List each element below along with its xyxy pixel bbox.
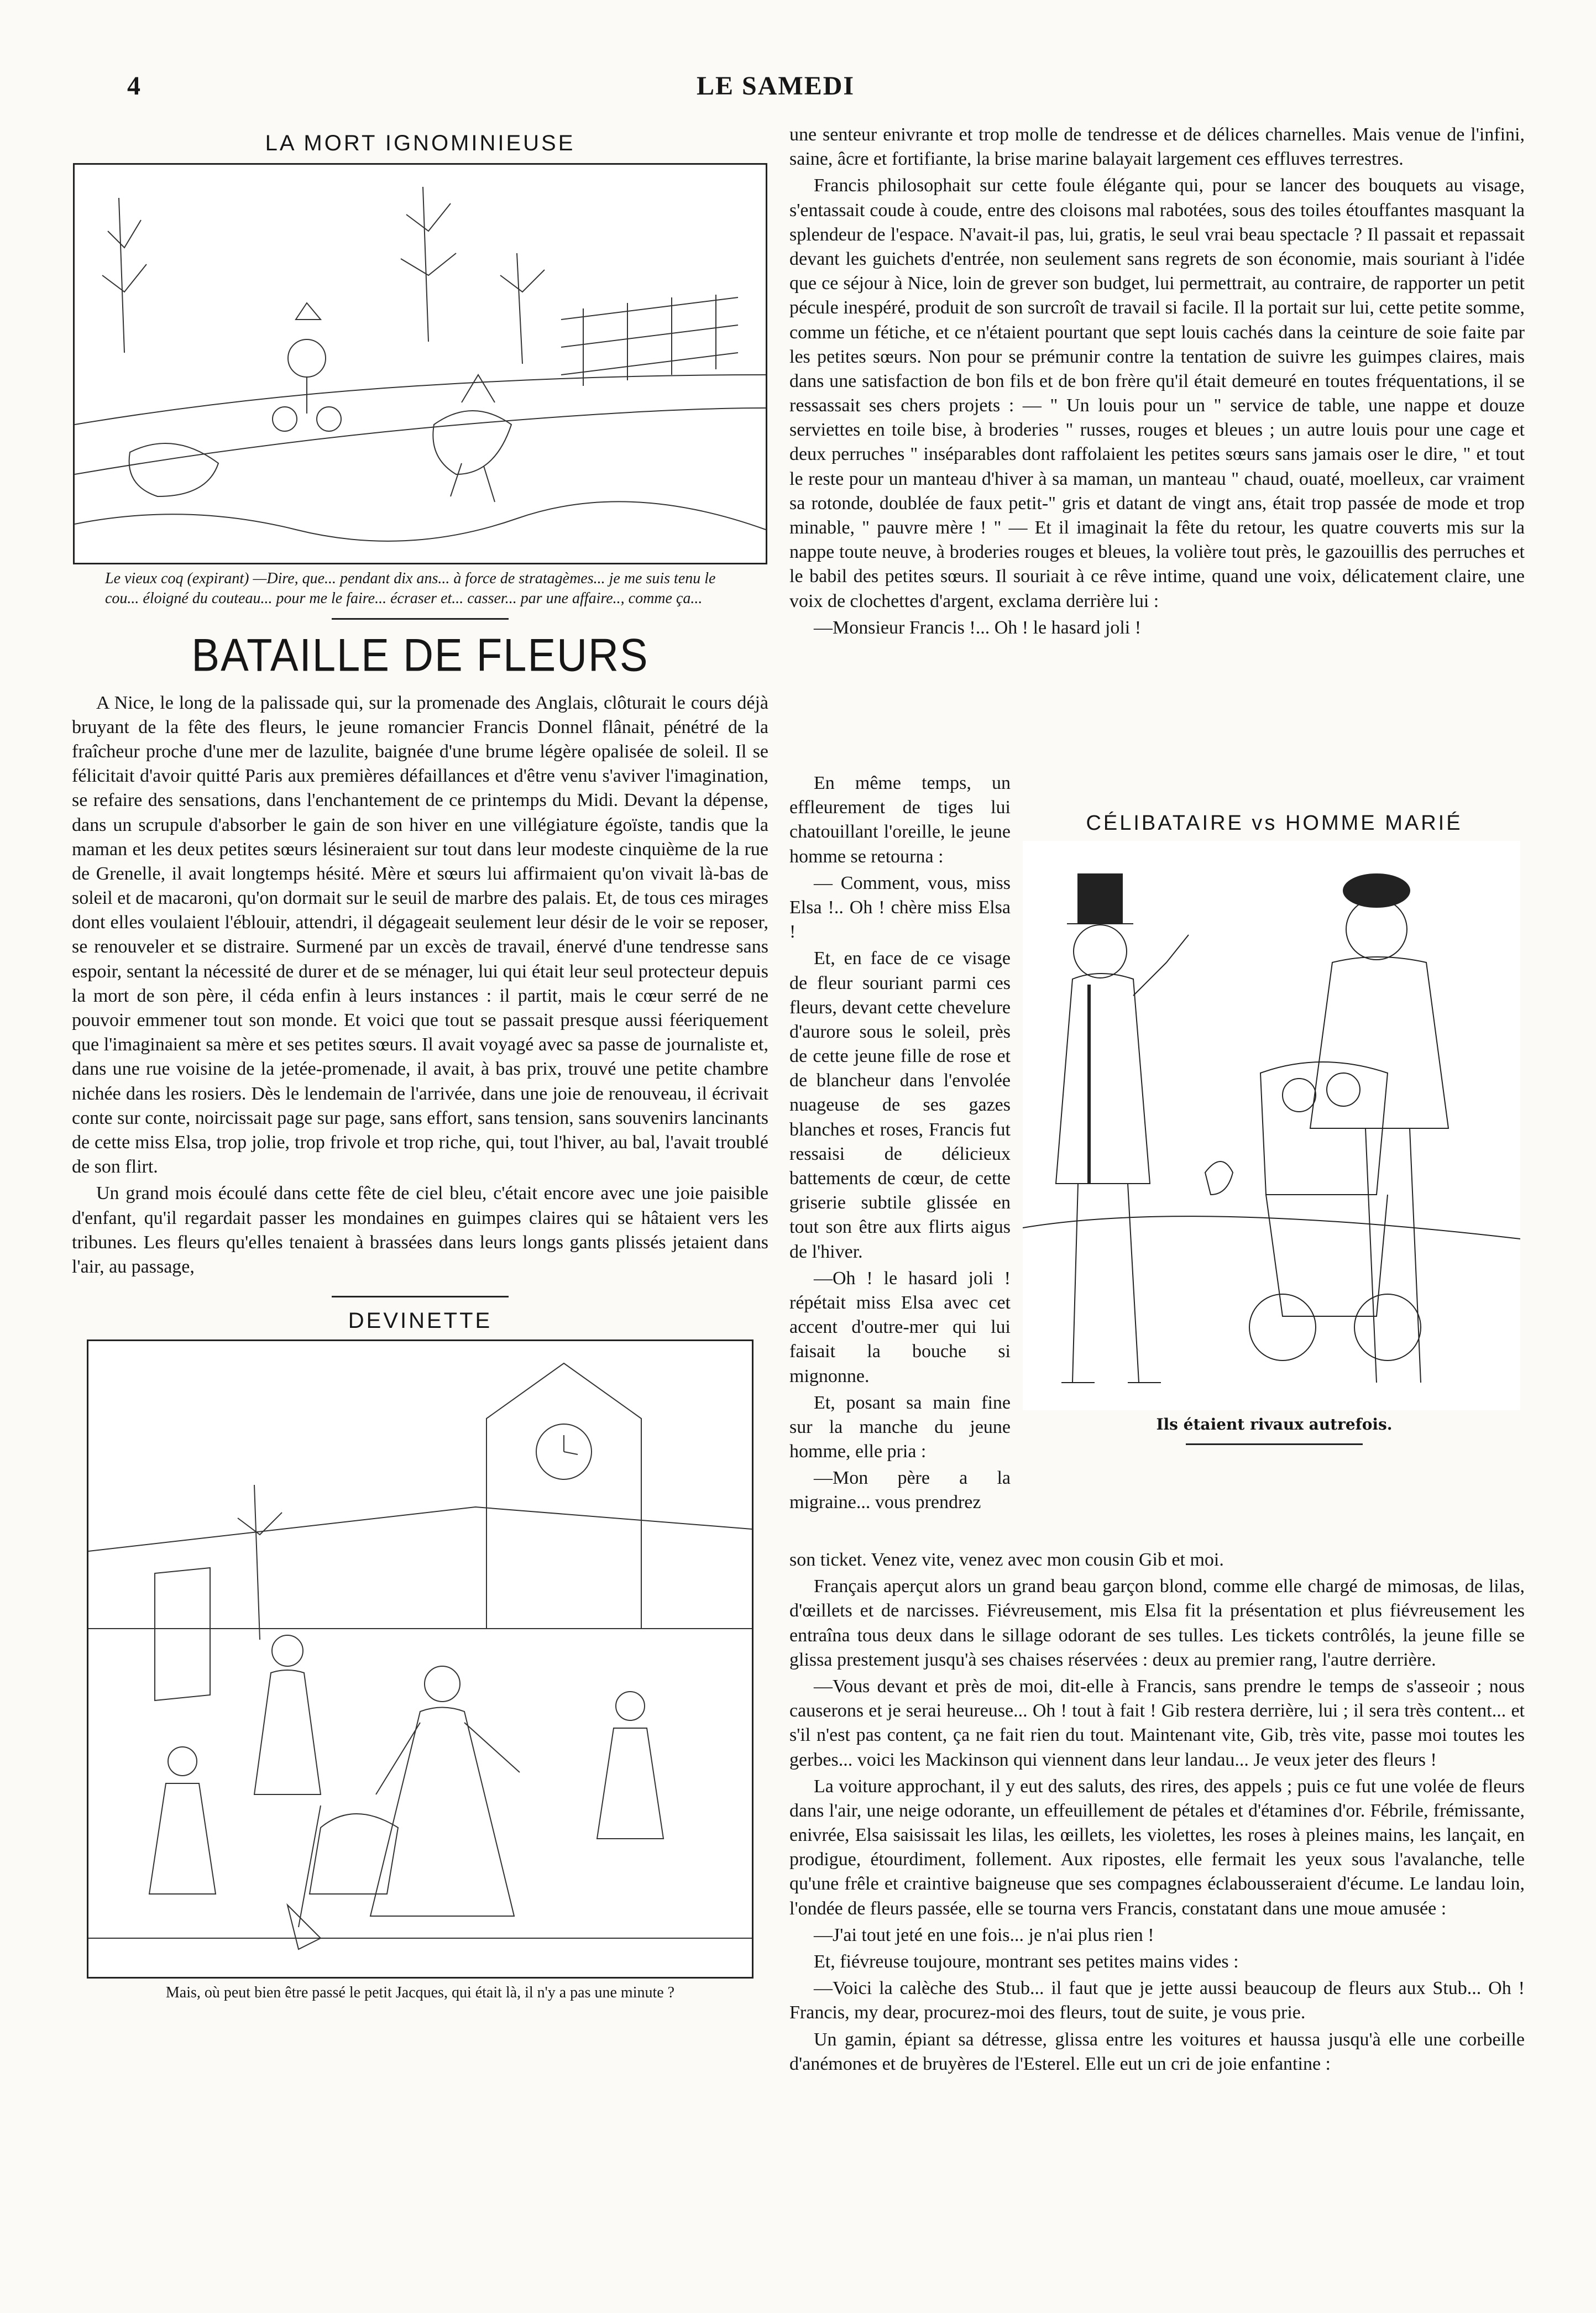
story-paragraph: —J'ai tout jeté en une fois... je n'ai plus rien ! (814, 1924, 1154, 1945)
story-paragraph: Un grand mois écoulé dans cette fête de ciel bleu, c'était encore avec une joie paisible d'enfant, qu'il regardait passer les mondaines en guimpes claires qui se hâtaient vers les tribunes. Les fleurs qu'elles tenaient à brassées dans leurs longs gants plissés jetaient dans l'air, au passage, (72, 1183, 768, 1277)
story-paragraph: —Vous devant et près de moi, dit-elle à Francis, sans prendre le temps de s'asseoir ; nous causerons et je serai heureuse... Oh ! tout à fait ! Gib restera derrière, lui ; il sera très content... et s'il n'est pas content, ça ne fait rien du tout. Maintenant vite, Gib, très vite, passe moi toutes les gerbes... voici les Mackinson qui viennent dans leur landau... Je veux jeter des fleurs ! (789, 1676, 1525, 1770)
cartoon3-illustration (1023, 841, 1520, 1410)
cartoon1-caption: Le vieux coq (expirant) —Dire, que... pendant dix ans... à force de stratagèmes... je me suis tenu le cou... éloigné du couteau... pour me le faire... écraser et... casser... par une affaire.., comme ça... (105, 570, 716, 608)
right-column-narrow (789, 771, 1011, 1517)
page-number: 4 (127, 71, 140, 101)
story-paragraph: Et, en face de ce visage de fleur souriant parmi ces fleurs, devant cette chevelure d'aurore sous le soleil, près de cette jeune fille de rose et de blancheur dans l'envolée nuageuse de ses gazes blanches et roses, Francis fut ressaisi de délicieux battements de cœur, de cette griserie subtile glissée en tout son être aux flirts aigus de l'hiver. (789, 948, 1011, 1262)
story-paragraph: Français aperçut alors un grand beau garçon blond, comme elle chargé de mimosas, de lilas, d'œillets et de narcisses. Fiévreusement, mis Elsa fit la présentation et plus fiévreusement les entraîna tous deux dans le sillage odorant de ses tulles. Les tickets contrôlés, la jeune fille se glissa prestement jusqu'à ses chaises réservées : deux au premier rang, l'autre derrière. (789, 1576, 1525, 1670)
story-paragraph: Un gamin, épiant sa détresse, glissa entre les voitures et haussa jusqu'à elle une corbeille d'anémones et de bruyères de l'Esterel. Elle eut un cri de joie enfantine : (789, 2029, 1525, 2074)
cartoon2-title: DEVINETTE (348, 1309, 493, 1333)
schoolyard-drawing (88, 1341, 752, 1977)
story-paragraph: —Mon père a la migraine... vous prendrez (789, 1468, 1011, 1513)
story-paragraph: Et, posant sa main fine sur la manche du jeune homme, elle pria : (789, 1392, 1011, 1462)
right-column-bottom (789, 1548, 1525, 2079)
story-paragraph: —Oh ! le hasard joli ! répétait miss Elsa avec cet accent d'outre-mer qui lui faisait la bouche si mignonne. (789, 1268, 1011, 1386)
divider (1186, 1443, 1363, 1445)
divider (332, 1296, 509, 1297)
story-paragraph: une senteur enivrante et trop molle de tendresse et de délices charnelles. Mais venue de l'infini, saine, âcre et fortifiante, la brise marine balayait largement ces effluves terrestres. (789, 124, 1525, 170)
journal-title: LE SAMEDI (697, 71, 855, 101)
story-title: BATAILLE DE FLEURS (191, 629, 649, 681)
cartoon3 (1023, 807, 1526, 1454)
story-paragraph: son ticket. Venez vite, venez avec mon cousin Gib et moi. (789, 1550, 1224, 1570)
bachelor-married-man-drawing (1023, 841, 1520, 1410)
cartoon3-title: CÉLIBATAIRE vs HOMME MARIÉ (1086, 812, 1463, 835)
story-paragraph: —Monsieur Francis !... Oh ! le hasard joli ! (814, 617, 1142, 638)
story-paragraph: A Nice, le long de la palissade qui, sur la promenade des Anglais, clôturait le cours déjà bruyant de la fête des fleurs, le jeune romancier Francis Donnel flânait, pénétré de la fraîcheur proche d'une mer de lazulite, baignée d'une brume légère opalisée de soleil. Il se félicitait d'avoir quitté Paris aux premières défaillances et d'être venu s'aviver l'imagination, se refaire des sensations, dans l'enchantement de ce printemps du Midi. Devant la dépense, dans un scrupule d'absorber le gain de son hiver en une villégiature égoïste, tandis que la maman et les deux petites sœurs lésineraient sur tout dans leur modeste cinquième de la rue de Grenelle, il avait longtemps hésité. Mère et sœurs lui affirmaient qu'on vivait là-bas de soleil et de macaroni, qu'on dormait sur le seuil de marbre des palais. Et, de tous ces mirages dont elles voulaient l'éblouir, attendri, il dégageait seulement leur désir de le voir se reposer, se renouveler et se distraire. Surmené par un excès de travail, énervé d'une tendresse sans espoir, sentant la nécessité de durer et de se ménager, lui qui était leur seul protecteur depuis la mort de son père, il céda enfin à leurs instances : il partit, mais le cœur serré de ne pouvoir emmener tout son monde. Et voici que tout se passait presque aussi féeriquement que l'imaginaient sa mère et ses petites sœurs. Il avait voyagé avec sa passe de journaliste et, dans une rue voisine de la jetée-promenade, il avait, à bas prix, trouvé une petite chambre nichée dans les rosiers. Dès le lendemain de l'arrivée, dans une joie de renouveau, il écrivait conte sur conte, noircissait page sur page, sans effort, sans tension, sans souvenirs lancinants de cette miss Elsa, trop jolie, trop frivole et trop riche, qui, tout l'hiver, au bal, l'avait troublé de son flirt. (72, 692, 768, 1178)
story-paragraph: — Comment, vous, miss Elsa !.. Oh ! chère miss Elsa ! (789, 872, 1011, 943)
story-paragraph: La voiture approchant, il y eut des saluts, des rires, des appels ; puis ce fut une volée de fleurs dans l'air, une neige odorante, un effeuillement de pétales et d'étamines d'or. Fébrile, frémissante, enivrée, Elsa saisissait les lilas, les œillets, les violettes, les roses à pleines mains, les lançait, en prodigue, étourdiment, follement. Aux ripostes, elle fermait les yeux sous l'avalanche, telle qu'une frêle et craintive baigneuse que ses compagnes éclabousseraient d'écume. Le landau loin, l'ondée de fleurs passée, elle se tourna vers Francis, constatant dans une moue amusée : (789, 1776, 1525, 1919)
rooster-cart-drawing (75, 165, 766, 563)
cartoon3-caption: Ils étaient rivaux autrefois. (1156, 1415, 1393, 1433)
story-paragraph: —Voici la calèche des Stub... il faut que je jette aussi beaucoup de fleurs aux Stub... Oh ! Francis, my dear, procurez-moi des fleurs, tout de suite, je vous prie. (789, 1978, 1525, 2023)
left-column (72, 124, 768, 2003)
right-column-top (789, 123, 1525, 642)
cartoon2-caption: Mais, où peut bien être passé le petit Jacques, qui était là, il n'y a pas une minute ? (165, 1984, 675, 2002)
story-paragraph: Et, fiévreuse toujoure, montrant ses petites mains vides : (814, 1951, 1239, 1972)
cartoon1-title: LA MORT IGNOMINIEUSE (265, 131, 575, 155)
story-paragraph: En même temps, un effleurement de tiges lui chatouillant l'oreille, le jeune homme se retourna : (789, 773, 1011, 867)
page-header (127, 71, 1520, 104)
cartoon2-illustration (87, 1339, 753, 1979)
story-paragraph: Francis philosophait sur cette foule élégante qui, pour se lancer des bouquets au visage, s'entassait coude à coude, entre des cloisons mal rabotées, sous des toiles étouffantes masquant la splendeur de l'espace. N'avait-il pas, lui, gratis, le seul vrai beau spectacle ? Il passait et repassait devant les guichets d'entrée, non seulement sans regrets de son économie, mais souriant à l'idée que ce séjour à Nice, loin de grever son budget, lui permettrait, au contraire, de rapporter un petit pécule inespéré, produit de son surcroît de travail si facile. Il la portait sur lui, cette petite somme, comme un fétiche, et ce n'étaient pourtant que sept louis cachés dans la ceinture de soie faite par les petites sœurs. Non pour se prémunir contre la tentation de suivre les guimpes claires, mais dans une satisfaction de bon fils et de bon frère qu'il était demeuré en toutes fréquentations, il se ressassait ses chers projets : — " Un louis pour un " service de table, une nappe et douze serviettes en toile bise, à broderies " russes, rouges et bleues ; un autre louis pour une cage et deux perruches " inséparables dont raffolaient les petites sœurs sans jamais oser le dire, " et tout le reste pour un manteau d'hiver à sa maman, un manteau " chaud, ouaté, moelleux, car vraiment sa rotonde, doublée de faux petit-" gris et datant de vingt ans, était trop passée de mode et trop minable, " pauvre mère ! " — Et il imaginait la fête du retour, les quatre couverts mis sur la nappe toute neuve, à broderies rouges et bleues, la volière tout près, le gazouillis des perruches et le babil des petites sœurs. Il souriait à ce rêve intime, quand une voix, délicatement claire, une voix de clochettes d'argent, exclama derrière lui : (789, 175, 1525, 611)
divider (332, 618, 509, 620)
cartoon1-illustration (73, 163, 767, 564)
